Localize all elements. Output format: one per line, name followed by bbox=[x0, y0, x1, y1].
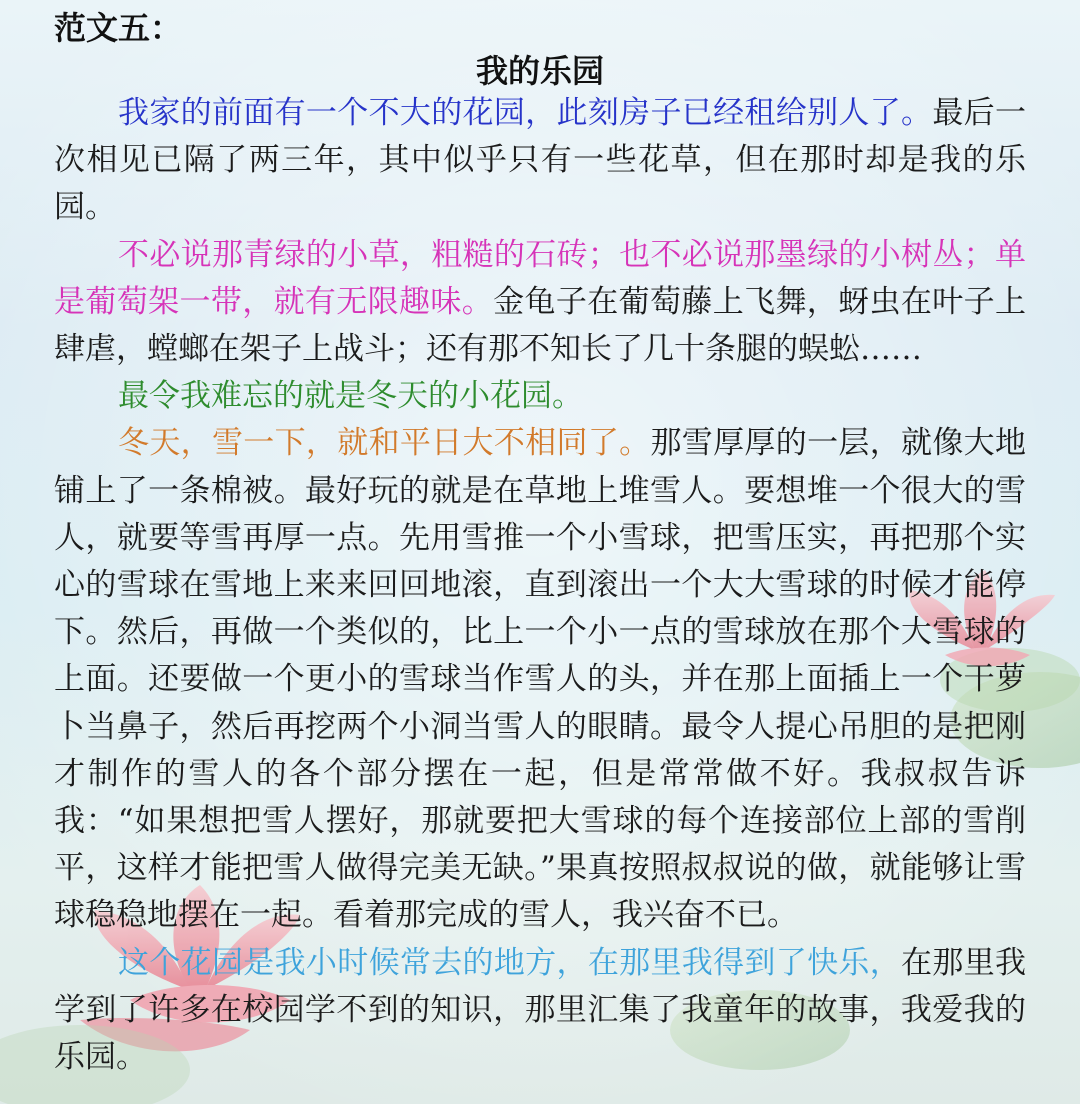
essay-body bbox=[54, 90, 1026, 1081]
paragraph-1-text: 最后一次相见已隔了两三年，其中似乎只有一些花草，但在那时却是我的乐园。 bbox=[54, 95, 1027, 226]
essay-title: 我的乐园 bbox=[475, 52, 604, 90]
paragraph-4 bbox=[54, 420, 1026, 939]
paragraph-1 bbox=[54, 90, 1026, 232]
paragraph-5-highlight: 这个花园是我小时候常去的地方，在那里我得到了快乐， bbox=[118, 944, 902, 981]
paragraph-5 bbox=[54, 940, 1026, 1082]
paragraph-4-highlight: 冬天，雪一下，就和平日大不相同了。 bbox=[118, 425, 651, 462]
paragraph-2-text: 金龟子在葡萄藤上飞舞，蚜虫在叶子上肆虐，螳螂在架子上战斗；还有那不知长了几十条腿的蜈蚣…… bbox=[54, 283, 1027, 368]
paragraph-2 bbox=[54, 232, 1026, 374]
paragraph-4-text: 那雪厚厚的一层，就像大地铺上了一条棉被。最好玩的就是在草地上堆雪人。要想堆一个很大的雪人，就要等雪再厚一点。先用雪推一个小雪球，把雪压实，再把那个实心的雪球在雪地上来来回回地滚，直到滚出一个大大雪球的时候才能停下。然后，再做一个类似的，比上一个小一点的雪球放在那个大雪球的上面。还要做一个更小的雪球当作雪人的头，并在那上面插上一个干萝卜当鼻子，然后再挖两个小洞当雪人的眼睛。最令人提心吊胆的是把刚才制作的雪人的各个部分摆在一起，但是常常做不好。我叔叔告诉我：“如果想把雪人摆好，那就要把大雪球的每个连接部位上部的雪削平，这样才能把雪人做得完美无缺。”果真按照叔叔说的做，就能够让雪球稳稳地摆在一起。看着那完成的雪人，我兴奋不已。 bbox=[54, 425, 1027, 934]
paragraph-3-highlight: 最令我难忘的就是冬天的小花园。 bbox=[118, 378, 583, 415]
paragraph-5-text: 在那里我学到了许多在校园学不到的知识，那里汇集了我童年的故事，我爱我的乐园。 bbox=[54, 944, 1027, 1076]
paragraph-1-highlight: 我家的前面有一个不大的花园，此刻房子已经租给别人了。 bbox=[118, 95, 933, 131]
paragraph-3 bbox=[54, 373, 1026, 420]
essay-label: 范文五： bbox=[54, 9, 183, 47]
paragraph-2-highlight: 不必说那青绿的小草，粗糙的石砖；也不必说那墨绿的小树丛；单是葡萄架一带，就有无限趣味。 bbox=[54, 236, 1026, 320]
